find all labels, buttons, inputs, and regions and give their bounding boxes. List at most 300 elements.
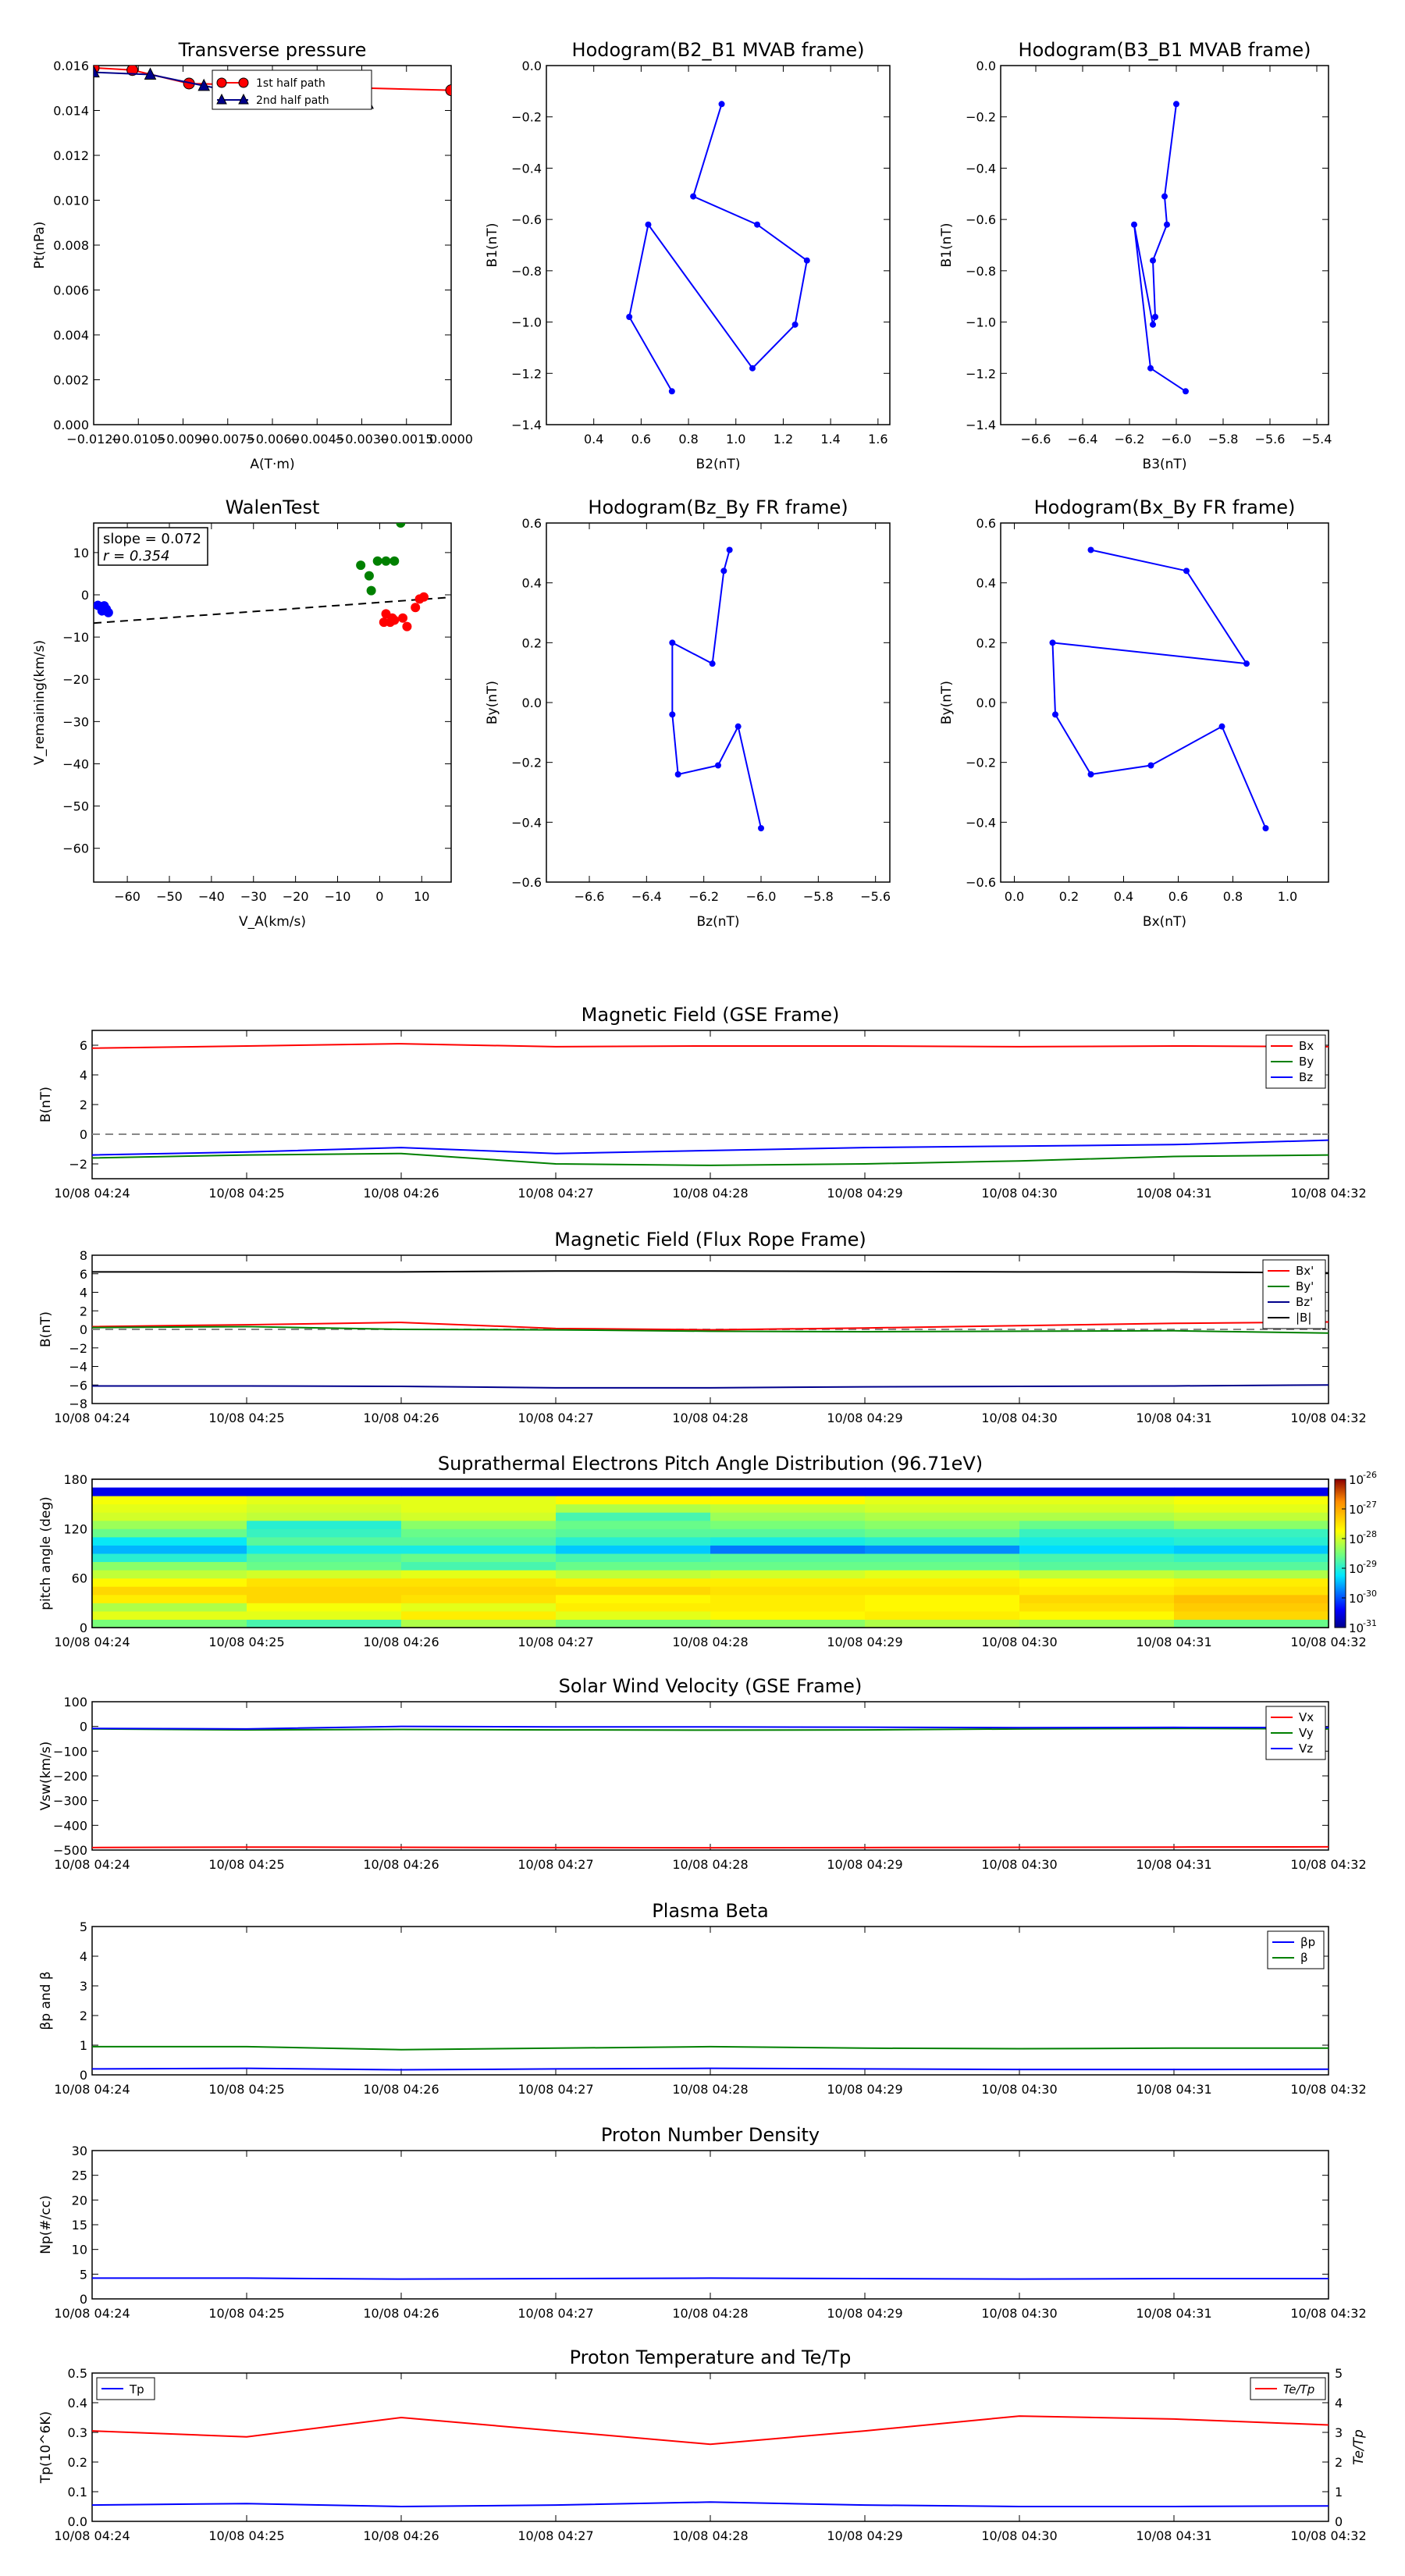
y-tick-label: −400 bbox=[53, 1818, 87, 1834]
x-tick-label: 0 bbox=[375, 889, 384, 904]
x-tick-label: 10/08 04:25 bbox=[208, 1411, 285, 1425]
panel-title: Proton Number Density bbox=[600, 2124, 820, 2146]
x-tick-label: 0.4 bbox=[583, 432, 604, 447]
y-tick-label: 8 bbox=[79, 1248, 87, 1263]
panel-title: Hodogram(Bz_By FR frame) bbox=[588, 496, 848, 518]
panel-walen bbox=[32, 496, 451, 930]
heatmap-cell bbox=[247, 1611, 402, 1620]
y-tick-label-right: 5 bbox=[1335, 2366, 1343, 2381]
heatmap-cell bbox=[865, 1595, 1020, 1603]
panel-title: WalenTest bbox=[225, 496, 320, 518]
heatmap-cell bbox=[556, 1553, 711, 1562]
legend-label: By' bbox=[1296, 1279, 1314, 1293]
axes-frame bbox=[546, 523, 890, 882]
colorbar-tick-label: 10 bbox=[1349, 1503, 1364, 1517]
axes-frame bbox=[1001, 66, 1329, 425]
x-tick-label: 10/08 04:28 bbox=[672, 2306, 749, 2321]
x-tick-label: 10/08 04:25 bbox=[208, 2528, 285, 2543]
heatmap-cells bbox=[92, 1488, 1329, 1628]
axes-frame bbox=[92, 2151, 1329, 2299]
x-axis-label: Bz(nT) bbox=[696, 914, 740, 930]
colorbar-tick-label: 10 bbox=[1349, 1532, 1364, 1546]
legend-label: Te/Tp bbox=[1283, 2382, 1315, 2396]
series-line bbox=[629, 104, 807, 391]
x-tick-label: 10/08 04:30 bbox=[981, 1186, 1058, 1201]
y-tick-label: 15 bbox=[71, 2218, 87, 2233]
x-tick-label: 10/08 04:31 bbox=[1136, 1635, 1212, 1649]
x-tick-label: 10/08 04:29 bbox=[827, 2306, 903, 2321]
colorbar-tick-exponent: -28 bbox=[1363, 1529, 1377, 1539]
y-axis-label: By(nT) bbox=[485, 680, 500, 725]
heatmap-cell bbox=[92, 1496, 247, 1504]
y-tick-label: 3 bbox=[79, 1979, 87, 1994]
slope-text: slope = 0.072 bbox=[103, 531, 201, 547]
x-tick-label: 10/08 04:32 bbox=[1290, 1635, 1367, 1649]
heatmap-cell bbox=[1019, 1512, 1175, 1521]
data-point bbox=[381, 557, 390, 566]
data-point bbox=[1088, 547, 1094, 553]
x-tick-label: 0.6 bbox=[1168, 889, 1189, 904]
colorbar-tick-exponent: -30 bbox=[1363, 1589, 1377, 1599]
data-point bbox=[419, 592, 429, 602]
data-point bbox=[1150, 258, 1156, 264]
x-tick-label: 10/08 04:26 bbox=[363, 1186, 439, 1201]
heatmap-cell bbox=[710, 1521, 866, 1529]
heatmap-cell bbox=[247, 1496, 402, 1504]
x-tick-label: −20 bbox=[282, 889, 309, 904]
panel-title: Suprathermal Electrons Pitch Angle Distribution (96.71eV) bbox=[437, 1453, 984, 1475]
y-tick-label: 0.0 bbox=[521, 59, 542, 73]
x-tick-label: −6.6 bbox=[574, 889, 605, 904]
heatmap-cell bbox=[247, 1562, 402, 1571]
y-tick-label: −1.0 bbox=[511, 315, 542, 330]
data-point bbox=[1088, 771, 1094, 777]
y-tick-label: −1.0 bbox=[966, 315, 996, 330]
heatmap-cell bbox=[865, 1512, 1020, 1521]
data-point bbox=[749, 365, 756, 372]
y-tick-label: 2 bbox=[79, 1098, 87, 1112]
series-line bbox=[92, 2047, 1329, 2050]
y-tick-label: 0 bbox=[79, 1719, 87, 1735]
y-axis-label: pitch angle (deg) bbox=[38, 1496, 54, 1610]
legend-label: Bx' bbox=[1296, 1264, 1314, 1278]
heatmap-cell bbox=[556, 1578, 711, 1587]
x-tick-label: 10/08 04:27 bbox=[518, 1411, 594, 1425]
x-tick-label: 10/08 04:25 bbox=[208, 1186, 285, 1201]
legend-label: Vy bbox=[1299, 1726, 1314, 1740]
x-tick-label: 10/08 04:32 bbox=[1290, 1857, 1367, 1872]
x-tick-label: 10/08 04:28 bbox=[672, 1857, 749, 1872]
legend bbox=[1266, 1706, 1325, 1759]
y-tick-label: 0.004 bbox=[53, 328, 89, 343]
x-tick-label: 10/08 04:28 bbox=[672, 2082, 749, 2097]
y-tick-label: −500 bbox=[53, 1843, 87, 1858]
heatmap-cell bbox=[556, 1488, 711, 1496]
heatmap-cell bbox=[865, 1537, 1020, 1546]
data-point bbox=[735, 724, 742, 730]
data-point bbox=[1152, 314, 1158, 320]
y-tick-label: −1.2 bbox=[966, 366, 996, 382]
x-tick-label: 10/08 04:24 bbox=[54, 1635, 130, 1649]
legend-label: Bx bbox=[1299, 1039, 1314, 1053]
y-tick-label: 0.3 bbox=[67, 2425, 87, 2440]
heatmap-cell bbox=[92, 1537, 247, 1546]
x-tick-label: 10/08 04:25 bbox=[208, 2082, 285, 2097]
heatmap-cell bbox=[710, 1570, 866, 1578]
x-tick-label: 10/08 04:30 bbox=[981, 2306, 1058, 2321]
x-tick-label: −5.4 bbox=[1301, 432, 1332, 447]
heatmap-cell bbox=[865, 1545, 1020, 1553]
panel-tp bbox=[38, 2347, 1367, 2543]
y-tick-label: 0.002 bbox=[53, 372, 89, 388]
legend-label: 2nd half path bbox=[256, 94, 329, 107]
y-tick-label: −0.8 bbox=[511, 263, 542, 279]
x-tick-label: 0.0000 bbox=[429, 432, 473, 447]
x-tick-label: 10/08 04:24 bbox=[54, 2528, 130, 2543]
y-tick-label: −0.8 bbox=[966, 263, 996, 279]
x-tick-label: 10/08 04:27 bbox=[518, 2306, 594, 2321]
legend bbox=[1263, 1260, 1325, 1329]
colorbar-tick-exponent: -31 bbox=[1363, 1618, 1377, 1628]
y-tick-label: 0.6 bbox=[976, 516, 996, 531]
x-tick-label: −5.6 bbox=[1254, 432, 1286, 447]
x-tick-label: 10/08 04:26 bbox=[363, 1411, 439, 1425]
colorbar-tick-exponent: -27 bbox=[1363, 1500, 1377, 1510]
series-line bbox=[92, 2502, 1329, 2507]
data-point bbox=[669, 711, 675, 717]
heatmap-cell bbox=[865, 1603, 1020, 1611]
colorbar-tick-label: 10 bbox=[1349, 1562, 1364, 1576]
y-tick-label: −0.4 bbox=[966, 161, 996, 176]
x-tick-label: 10/08 04:24 bbox=[54, 1857, 130, 1872]
heatmap-cell bbox=[556, 1528, 711, 1537]
x-tick-label: 1.0 bbox=[726, 432, 746, 447]
y-tick-label: 1 bbox=[79, 2038, 87, 2053]
y-tick-label: 4 bbox=[79, 1068, 87, 1083]
legend-marker bbox=[217, 78, 226, 87]
x-tick-label: 10/08 04:26 bbox=[363, 1857, 439, 1872]
data-point bbox=[367, 586, 376, 596]
heatmap-cell bbox=[247, 1488, 402, 1496]
fit-annotation bbox=[98, 528, 208, 565]
x-tick-label: 10/08 04:32 bbox=[1290, 2306, 1367, 2321]
heatmap-cell bbox=[556, 1586, 711, 1595]
empty-bin bbox=[92, 1479, 1329, 1488]
y-tick-label: 20 bbox=[71, 2193, 87, 2208]
heatmap-cell bbox=[92, 1603, 247, 1611]
heatmap-cell bbox=[247, 1553, 402, 1562]
heatmap-cell bbox=[247, 1586, 402, 1595]
panel-hodo_bxby bbox=[939, 496, 1329, 930]
series-line-right-axis bbox=[92, 2416, 1329, 2444]
legend-label: Bz bbox=[1299, 1070, 1314, 1084]
data-point bbox=[1164, 222, 1170, 228]
colorbar-tick-label: 10 bbox=[1349, 1473, 1364, 1487]
legend-label: 1st half path bbox=[256, 77, 325, 90]
axes-frame bbox=[92, 2373, 1329, 2521]
x-tick-label: 10/08 04:24 bbox=[54, 1411, 130, 1425]
y-tick-label: 0 bbox=[79, 1322, 87, 1337]
y-tick-label: 0.2 bbox=[67, 2455, 87, 2470]
x-tick-label: 0.4 bbox=[1113, 889, 1134, 904]
y-tick-label: 30 bbox=[71, 2144, 87, 2158]
x-tick-label: 0.8 bbox=[1222, 889, 1243, 904]
heatmap-cell bbox=[865, 1562, 1020, 1571]
y-axis-label: Np(#/cc) bbox=[38, 2195, 54, 2254]
heatmap-cell bbox=[1019, 1521, 1175, 1529]
legend-label: βp bbox=[1300, 1935, 1316, 1949]
panel-title: Hodogram(Bx_By FR frame) bbox=[1033, 496, 1296, 518]
data-point bbox=[396, 518, 405, 528]
y-tick-label: 0.2 bbox=[976, 635, 996, 651]
x-tick-label: 1.2 bbox=[773, 432, 794, 447]
heatmap-cell bbox=[710, 1488, 866, 1496]
panel-hodo_bzby bbox=[485, 496, 891, 930]
heatmap-cell bbox=[1174, 1570, 1329, 1578]
panel-title: Magnetic Field (GSE Frame) bbox=[581, 1004, 840, 1026]
panel-title: Hodogram(B2_B1 MVAB frame) bbox=[571, 39, 865, 61]
x-tick-label: −0.0090 bbox=[155, 432, 211, 447]
y-axis-label: V_remaining(km/s) bbox=[32, 639, 48, 766]
heatmap-cell bbox=[1174, 1562, 1329, 1571]
heatmap-cell bbox=[556, 1611, 711, 1620]
x-tick-label: 10/08 04:26 bbox=[363, 1635, 439, 1649]
panel-mag_gse bbox=[38, 1004, 1367, 1201]
data-point bbox=[804, 258, 810, 264]
heatmap-cell bbox=[247, 1537, 402, 1546]
x-tick-label: 10/08 04:31 bbox=[1136, 1857, 1212, 1872]
axes-frame bbox=[94, 66, 451, 425]
data-point bbox=[104, 608, 113, 617]
y-tick-label: −0.6 bbox=[966, 212, 996, 228]
legend-label: β bbox=[1300, 1951, 1308, 1965]
axes-frame bbox=[94, 523, 451, 882]
x-axis-label: B2(nT) bbox=[695, 457, 741, 472]
heatmap-cell bbox=[401, 1488, 557, 1496]
colorbar-tick-exponent: -26 bbox=[1363, 1470, 1377, 1480]
heatmap-cell bbox=[710, 1496, 866, 1504]
panel-title: Hodogram(B3_B1 MVAB frame) bbox=[1018, 39, 1311, 61]
data-point bbox=[389, 615, 399, 624]
y-tick-label: 6 bbox=[79, 1038, 87, 1053]
y-tick-label-right: 3 bbox=[1335, 2425, 1343, 2440]
heatmap-cell bbox=[556, 1595, 711, 1603]
x-tick-label: −0.0075 bbox=[201, 432, 255, 447]
heatmap-cell bbox=[401, 1562, 557, 1571]
x-tick-label: 10/08 04:31 bbox=[1136, 2306, 1212, 2321]
x-tick-label: 1.4 bbox=[820, 432, 841, 447]
panel-transverse bbox=[32, 39, 473, 472]
heatmap-cell bbox=[401, 1619, 557, 1628]
heatmap-cell bbox=[1174, 1537, 1329, 1546]
heatmap-cell bbox=[710, 1545, 866, 1553]
heatmap-cell bbox=[556, 1570, 711, 1578]
axes-frame bbox=[1001, 523, 1329, 882]
x-tick-label: −60 bbox=[114, 889, 140, 904]
data-point bbox=[626, 314, 632, 320]
heatmap-cell bbox=[247, 1528, 402, 1537]
panel-title: Solar Wind Velocity (GSE Frame) bbox=[558, 1675, 863, 1697]
x-tick-label: 10/08 04:32 bbox=[1290, 1411, 1367, 1425]
heatmap-cell bbox=[710, 1611, 866, 1620]
y-tick-label: 0.0 bbox=[976, 59, 996, 73]
heatmap-cell bbox=[1019, 1537, 1175, 1546]
heatmap-cell bbox=[247, 1504, 402, 1513]
y-tick-label: −60 bbox=[62, 841, 89, 856]
y-tick-label: 10 bbox=[71, 2242, 87, 2258]
heatmap-cell bbox=[401, 1537, 557, 1546]
heatmap-cell bbox=[1019, 1545, 1175, 1553]
heatmap-cell bbox=[1174, 1488, 1329, 1496]
x-tick-label: 10/08 04:30 bbox=[981, 2528, 1058, 2543]
heatmap-cell bbox=[556, 1504, 711, 1513]
colorbar-tick-label: 10 bbox=[1349, 1592, 1364, 1606]
x-tick-label: 0.2 bbox=[1058, 889, 1080, 904]
heatmap-cell bbox=[247, 1603, 402, 1611]
y-tick-label: 0 bbox=[80, 588, 89, 603]
colorbar-tick-label: 10 bbox=[1349, 1621, 1364, 1635]
x-tick-label: 10/08 04:30 bbox=[981, 1635, 1058, 1649]
legend bbox=[97, 2378, 155, 2400]
x-tick-label: 10/08 04:29 bbox=[827, 2528, 903, 2543]
heatmap-cell bbox=[92, 1512, 247, 1521]
y-tick-label: −100 bbox=[53, 1744, 87, 1759]
x-tick-label: 10/08 04:26 bbox=[363, 2528, 439, 2543]
heatmap-cell bbox=[247, 1545, 402, 1553]
heatmap-cell bbox=[401, 1578, 557, 1587]
x-tick-label: −0.0120 bbox=[66, 432, 121, 447]
heatmap-cell bbox=[92, 1521, 247, 1529]
y-tick-label: 0.2 bbox=[521, 635, 542, 651]
x-tick-label: −6.0 bbox=[745, 889, 777, 904]
heatmap-cell bbox=[1019, 1603, 1175, 1611]
heatmap-cell bbox=[865, 1553, 1020, 1562]
data-point bbox=[411, 603, 420, 612]
data-point bbox=[754, 222, 760, 228]
x-tick-label: 10/08 04:28 bbox=[672, 2528, 749, 2543]
heatmap-cell bbox=[710, 1512, 866, 1521]
legend-label: Tp bbox=[130, 2382, 144, 2396]
heatmap-cell bbox=[401, 1611, 557, 1620]
y-tick-label: −30 bbox=[62, 714, 89, 730]
data-point bbox=[1183, 388, 1189, 394]
legend-label: |B| bbox=[1296, 1311, 1312, 1325]
y-tick-label: 0.012 bbox=[53, 148, 89, 163]
y-tick-label: 0.6 bbox=[521, 516, 542, 531]
heatmap-cell bbox=[92, 1611, 247, 1620]
x-tick-label: −6.2 bbox=[688, 889, 720, 904]
series-line bbox=[92, 1140, 1329, 1155]
y-tick-label: 0.4 bbox=[521, 575, 542, 591]
x-tick-label: −40 bbox=[197, 889, 225, 904]
heatmap-cell bbox=[556, 1512, 711, 1521]
y-tick-label: 0.5 bbox=[67, 2366, 87, 2381]
heatmap-cell bbox=[865, 1488, 1020, 1496]
y-tick-label: 0 bbox=[79, 2068, 87, 2083]
legend bbox=[212, 70, 372, 109]
data-point bbox=[792, 322, 799, 328]
y-tick-label: −40 bbox=[62, 756, 89, 772]
data-point bbox=[373, 557, 382, 566]
heatmap-cell bbox=[556, 1496, 711, 1504]
x-tick-label: 1.0 bbox=[1277, 889, 1298, 904]
y-tick-label: 0.0 bbox=[67, 2514, 87, 2529]
x-tick-label: 10/08 04:30 bbox=[981, 1857, 1058, 1872]
x-tick-label: 10/08 04:26 bbox=[363, 2306, 439, 2321]
heatmap-cell bbox=[710, 1537, 866, 1546]
heatmap-cell bbox=[1174, 1611, 1329, 1620]
y-tick-label: 120 bbox=[63, 1521, 87, 1537]
data-point bbox=[1147, 365, 1154, 372]
heatmap-cell bbox=[92, 1553, 247, 1562]
data-point bbox=[719, 101, 725, 107]
x-tick-label: 0.8 bbox=[678, 432, 699, 447]
data-point bbox=[1148, 763, 1154, 769]
heatmap-cell bbox=[1019, 1553, 1175, 1562]
y-tick-label: −0.4 bbox=[966, 815, 996, 831]
y-tick-label: 25 bbox=[71, 2168, 87, 2183]
x-tick-label: 10/08 04:31 bbox=[1136, 1411, 1212, 1425]
heatmap-cell bbox=[92, 1562, 247, 1571]
heatmap-cell bbox=[556, 1545, 711, 1553]
y-tick-label: 180 bbox=[63, 1472, 87, 1487]
x-tick-label: −0.0045 bbox=[290, 432, 344, 447]
panel-mag_fr bbox=[38, 1229, 1367, 1425]
x-tick-label: 10/08 04:31 bbox=[1136, 1186, 1212, 1201]
heatmap-cell bbox=[1174, 1619, 1329, 1628]
y-tick-label: −0.4 bbox=[511, 815, 542, 831]
y-tick-label: −0.2 bbox=[511, 109, 542, 125]
y-tick-label: 2 bbox=[79, 1304, 87, 1319]
x-tick-label: −0.0015 bbox=[379, 432, 434, 447]
x-tick-label: −5.8 bbox=[1208, 432, 1239, 447]
y-axis-label: B1(nT) bbox=[485, 222, 500, 268]
heatmap-cell bbox=[401, 1504, 557, 1513]
heatmap-cell bbox=[401, 1545, 557, 1553]
heatmap-cell bbox=[710, 1528, 866, 1537]
y-tick-label-right: 2 bbox=[1335, 2455, 1343, 2470]
heatmap-cell bbox=[401, 1570, 557, 1578]
y-axis-label-right: Te/Tp bbox=[1351, 2429, 1367, 2465]
x-tick-label: 10/08 04:28 bbox=[672, 1411, 749, 1425]
y-tick-label: 60 bbox=[71, 1571, 87, 1586]
y-axis-label: B1(nT) bbox=[939, 222, 955, 268]
data-point bbox=[356, 560, 365, 570]
heatmap-cell bbox=[247, 1619, 402, 1628]
y-tick-label: 0.4 bbox=[67, 2396, 87, 2411]
data-point bbox=[727, 547, 733, 553]
y-tick-label-right: 0 bbox=[1335, 2514, 1343, 2529]
series-line bbox=[92, 2278, 1329, 2279]
x-tick-label: −5.6 bbox=[860, 889, 891, 904]
y-tick-label: −200 bbox=[53, 1769, 87, 1784]
heatmap-cell bbox=[865, 1586, 1020, 1595]
heatmap-cell bbox=[710, 1504, 866, 1513]
axes-frame bbox=[92, 1702, 1329, 1850]
y-axis-label: βp and β bbox=[38, 1971, 54, 2030]
y-tick-label: 2 bbox=[79, 2008, 87, 2023]
heatmap-cell bbox=[92, 1586, 247, 1595]
panel-hodo_b2b1 bbox=[485, 39, 890, 472]
axes-frame bbox=[546, 66, 890, 425]
x-tick-label: 10/08 04:28 bbox=[672, 1186, 749, 1201]
x-tick-label: 1.6 bbox=[868, 432, 888, 447]
x-tick-label: −6.6 bbox=[1020, 432, 1051, 447]
x-tick-label: 10/08 04:27 bbox=[518, 1186, 594, 1201]
y-tick-label: −6 bbox=[69, 1378, 87, 1393]
panel-hodo_b3b1 bbox=[939, 39, 1332, 472]
heatmap-cell bbox=[1019, 1496, 1175, 1504]
